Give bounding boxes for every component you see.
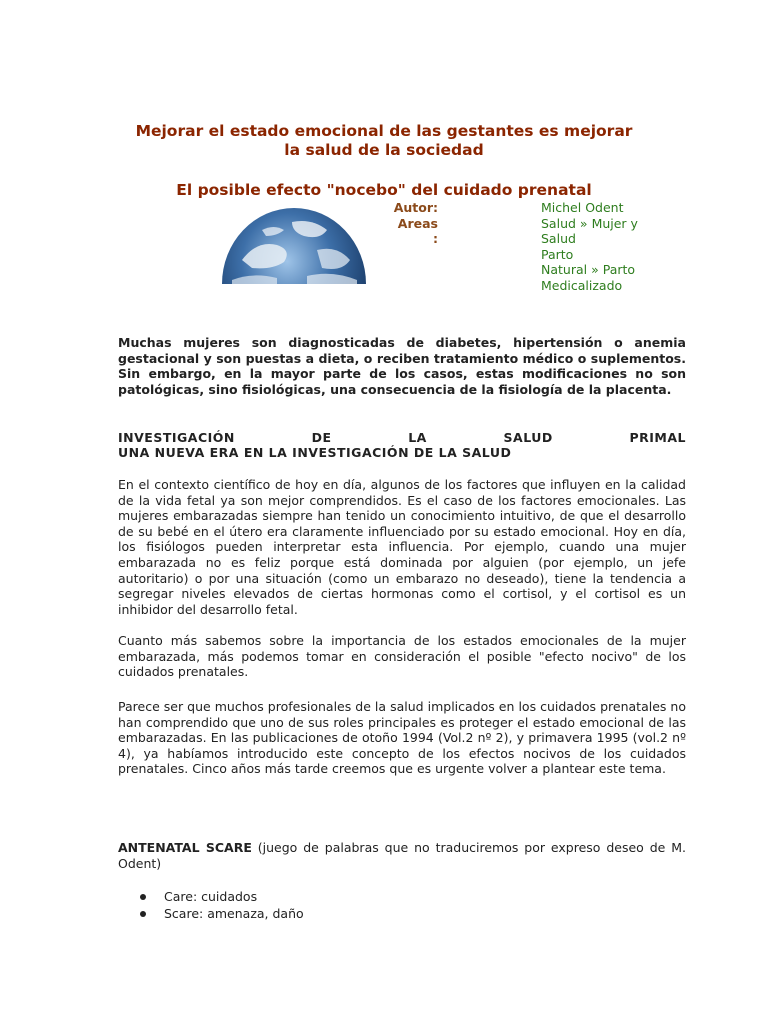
- author-label: Autor:: [393, 200, 438, 215]
- antenatal-scare-text: (juego de palabras que no traduciremos por expreso deseo de M. Odent): [118, 840, 686, 871]
- bullet-icon: [140, 911, 146, 917]
- article-title-line2: la salud de la sociedad: [284, 141, 484, 159]
- area-link-parto[interactable]: Parto: [541, 246, 574, 262]
- area-link-part[interactable]: Natural: [541, 262, 588, 277]
- list-item-text: Care: cuidados: [164, 889, 258, 904]
- area-link-mujer-salud[interactable]: [541, 216, 671, 232]
- area-link-part[interactable]: Mujer y: [591, 215, 638, 231]
- breadcrumb-separator: »: [579, 215, 588, 231]
- antenatal-scare-label: ANTENATAL SCARE: [118, 840, 252, 855]
- section-heading: INVESTIGACIÓN DE LA SALUD PRIMAL: [118, 430, 686, 445]
- body-paragraph-3: Parece ser que muchos profesionales de la salud implicados en los cuidados prenatales no han comprendido que uno de sus roles principales es proteger el estado emocional de las embarazadas. En las publicaciones de otoño 1994 (Vol.2 nº 2), y primavera 1995 (vol.2 nº 4), ya habíamos introducido este concepto de los efectos nocivos de los cuidados prenatales. Cinco años más tarde creemos que es urgente volver a plantear este tema.: [118, 699, 686, 777]
- area-link-medicalizado[interactable]: Medicalizado: [541, 277, 623, 293]
- areas-label-colon: :: [433, 231, 438, 246]
- intro-paragraph: Muchas mujeres son diagnosticadas de diabetes, hipertensión o anemia gestacional y son puestas a dieta, o reciben tratamiento médico o suplementos. Sin embargo, en la mayor parte de los casos, estas modificaciones no son patológicas, sino fisiológicas, una consecuencia de la fisiología de la placenta.: [118, 335, 686, 397]
- meta-labels: [360, 200, 438, 247]
- breadcrumb-separator: »: [591, 262, 599, 277]
- list-item: [140, 888, 304, 905]
- article-title-line1: Mejorar el estado emocional de las gestantes es mejorar: [135, 122, 633, 140]
- area-link-salud[interactable]: Salud: [541, 231, 576, 246]
- areas-label: Areas: [397, 215, 438, 231]
- body-paragraph-2: Cuanto más sabemos sobre la importancia de los estados emocionales de la mujer embarazada, más podemos tomar en consideración el posible "efecto nocivo" de los cuidados prenatales.: [118, 633, 686, 680]
- article-title: [0, 122, 768, 160]
- area-link-part[interactable]: Salud: [541, 215, 576, 231]
- area-link-part[interactable]: Parto: [602, 262, 636, 277]
- list-item: [140, 905, 304, 922]
- article-subtitle: El posible efecto "nocebo" del cuidado prenatal: [176, 181, 592, 199]
- section-subheading: UNA NUEVA ERA EN LA INVESTIGACIÓN DE LA SALUD: [118, 445, 512, 460]
- area-link-natural-parto[interactable]: [541, 262, 671, 278]
- list-item-text: Scare: amenaza, daño: [164, 906, 304, 921]
- author-value[interactable]: Michel Odent: [541, 200, 624, 215]
- body-paragraph-1: En el contexto científico de hoy en día, algunos de los factores que influyen en la calidad de la vida fetal ya son mejor comprendidos. Es el caso de los factores emocionales. Las mujeres embarazadas siempre han tenido un conocimiento intuitivo, de que el desarrollo de su bebé en el útero era claramente influenciado por su estado emocional. Hoy en día, los fisiólogos pueden interpretar esta influencia. Por ejemplo, cuando una mujer embarazada no es feliz porque está dominada por alguien (por ejemplo, un jefe autoritario) o por una situación (como un embarazo no deseado), tiene la tendencia a segregar niveles elevados de ciertas hormonas como el cortisol, y el cortisol es un inhibidor del desarrollo fetal.: [118, 477, 686, 617]
- definition-list: [140, 888, 304, 922]
- antenatal-scare-paragraph: [118, 840, 686, 871]
- meta-values: [541, 200, 671, 293]
- bullet-icon: [140, 894, 146, 900]
- earth-globe-image: [222, 200, 366, 284]
